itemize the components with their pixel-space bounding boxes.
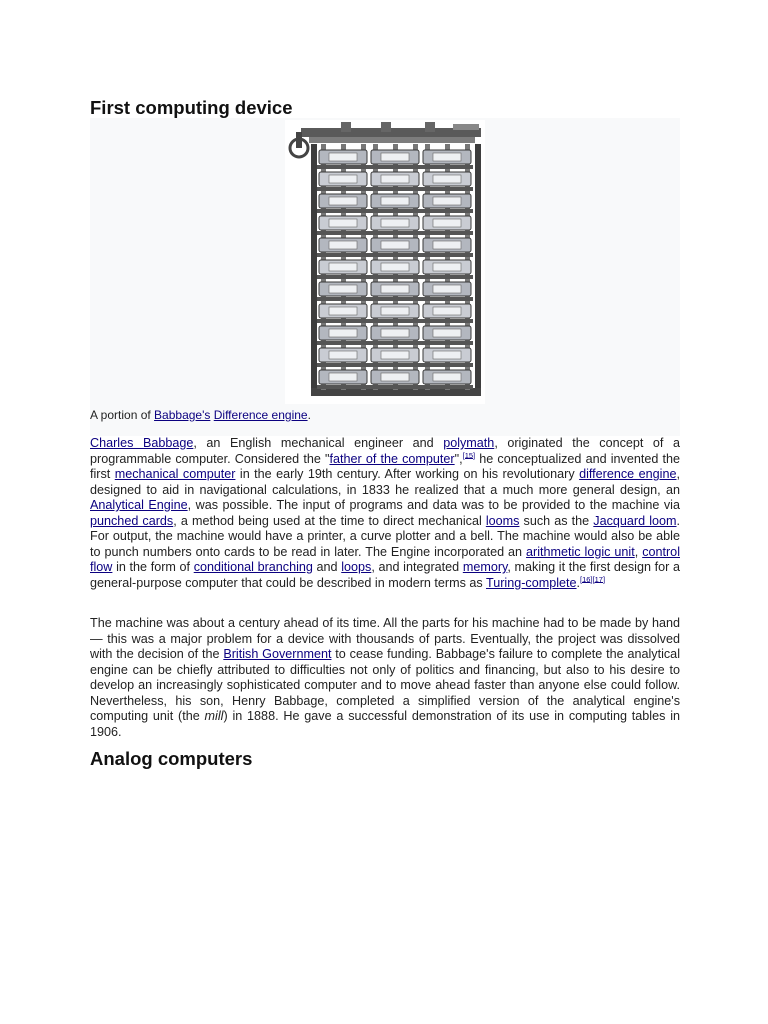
caption-text: A portion of bbox=[90, 408, 155, 422]
italic-mill: mill bbox=[204, 709, 224, 723]
text: . For output, the machine would have a printer, a curve plotter and a bell. The machine would also be able to punch numbers onto cards to be read in later. The Engine incorporated an bbox=[90, 513, 681, 559]
link-looms[interactable]: looms bbox=[485, 513, 520, 528]
caption-suffix: . bbox=[307, 408, 311, 422]
difference-engine-image[interactable] bbox=[285, 120, 485, 404]
text: ) in 1888. He gave a successful demonstration of its use in computing tables in 1906. bbox=[90, 709, 680, 739]
text: , originated the concept of a programmable computer. Considered the " bbox=[90, 436, 680, 466]
link-loops[interactable]: loops bbox=[341, 560, 372, 574]
text: , a method being used at the time to direct mechanical bbox=[173, 513, 486, 528]
link-babbages[interactable]: Babbage's bbox=[154, 408, 211, 422]
link-memory[interactable]: memory bbox=[462, 560, 508, 574]
difference-engine-drawing bbox=[285, 120, 485, 404]
link-punched-cards[interactable]: punched cards bbox=[90, 513, 174, 528]
text: , making it the first design for a general-purpose computer that could be described in modern terms as bbox=[90, 560, 680, 590]
link-difference-engine-caption[interactable]: Difference engine bbox=[213, 408, 308, 422]
figure-difference-engine bbox=[90, 118, 680, 436]
link-polymath[interactable]: polymath bbox=[443, 436, 495, 450]
text: in the early 19th century. After working on his revolutionary bbox=[235, 467, 580, 481]
link-british-government[interactable]: British Government bbox=[223, 647, 332, 661]
link-control-flow[interactable]: control flow bbox=[90, 544, 680, 574]
paragraph-century-ahead bbox=[90, 616, 680, 740]
text: , designed to aid in navigational calculations, in 1833 he realized that a much more general design, an bbox=[90, 467, 680, 497]
text: ", bbox=[454, 451, 463, 466]
link-analytical-engine[interactable]: Analytical Engine bbox=[90, 498, 188, 512]
text: to cease funding. Babbage's failure to complete the analytical engine can be chiefly attributed to difficulties not only of politics and financing, but also to his desire to develop an increasingly sophisticated computer and to move ahead faster than anyone else could follow. Nevertheless, his son, Henry Babbage, completed a simplified version of the analytical engine's computing unit (the bbox=[90, 647, 680, 723]
link-father-of-the-computer[interactable]: father of the computer bbox=[329, 451, 455, 466]
text: in the form of bbox=[112, 560, 194, 574]
paragraph-babbage bbox=[90, 436, 680, 591]
link-conditional-branching[interactable]: conditional branching bbox=[193, 560, 313, 574]
figure-caption bbox=[90, 408, 311, 422]
link-arithmetic-logic-unit[interactable]: arithmetic logic unit bbox=[526, 544, 635, 559]
citation-16[interactable]: [16] bbox=[580, 574, 593, 584]
citation-15[interactable]: [15] bbox=[462, 450, 476, 460]
link-difference-engine[interactable]: difference engine bbox=[579, 467, 677, 481]
section-heading-first-computing-device: First computing device bbox=[90, 97, 293, 118]
text: The machine was about a century ahead of its time. All the parts for his machine had to be made by hand — this was a major problem for a device with thousands of parts. Eventually, the project was dissolved with the decision of the bbox=[90, 616, 680, 661]
link-turing-complete[interactable]: Turing-complete bbox=[486, 575, 577, 590]
text: , and integrated bbox=[371, 560, 463, 574]
text: and bbox=[312, 560, 342, 574]
text: he conceptualized and invented the first bbox=[90, 451, 681, 481]
section-heading-analog-computers: Analog computers bbox=[90, 748, 253, 769]
text: , was possible. The input of programs and data was to be provided to the machine via bbox=[187, 498, 680, 512]
text: such as the bbox=[519, 513, 594, 528]
text: . bbox=[576, 575, 581, 590]
link-charles-babbage[interactable]: Charles Babbage bbox=[90, 436, 194, 450]
citation-17[interactable]: [17] bbox=[592, 574, 606, 584]
text: , an English mechanical engineer and bbox=[193, 436, 444, 450]
text: , bbox=[634, 544, 643, 559]
link-mechanical-computer[interactable]: mechanical computer bbox=[114, 467, 236, 481]
link-jacquard-loom[interactable]: Jacquard loom bbox=[593, 513, 677, 528]
